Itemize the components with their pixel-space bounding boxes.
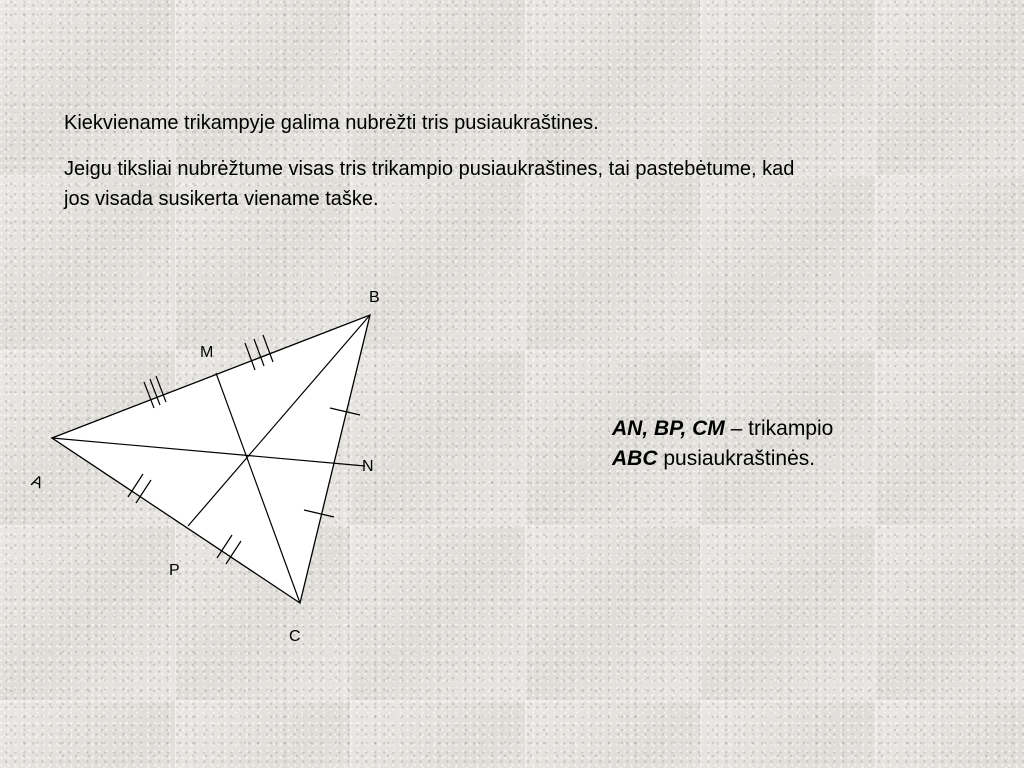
medians-names: AN, BP, CM — [612, 417, 725, 440]
intro-paragraph: Kiekviename trikampyje galima nubrėžti tris pusiaukraštines. — [64, 112, 599, 134]
vertex-label-c: C — [289, 628, 301, 645]
caption-dash-text: – trikampio — [724, 417, 834, 440]
point-label-m: M — [200, 344, 214, 361]
explanation-paragraph: Jeigu tiksliai nubrėžtume visas tris trikampio pusiaukraštines, tai pastebėtume, kad jos visada susikerta viename taške. — [64, 158, 795, 210]
triangle-name: ABC — [612, 447, 658, 470]
vertex-label-b: B — [369, 289, 380, 306]
medians-caption — [612, 414, 932, 474]
vertex-label-a: A — [28, 472, 46, 493]
point-label-n: N — [362, 458, 374, 475]
point-label-p: P — [169, 562, 180, 579]
caption-rest-text: pusiaukraštinės. — [657, 447, 816, 470]
